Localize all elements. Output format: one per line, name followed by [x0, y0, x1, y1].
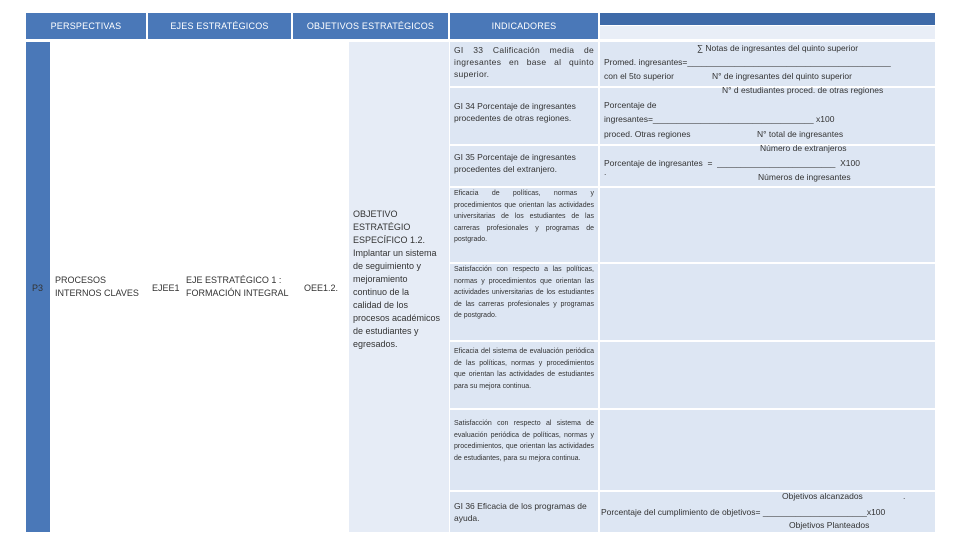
objective-line: ESPECÍFICO 1.2.	[353, 235, 426, 245]
objective-line: calidad de los	[353, 300, 409, 310]
perspective-code: P3	[32, 283, 44, 293]
perspective-name-line1: PROCESOS	[55, 275, 107, 285]
formula-2-label-b: proced. Otras regiones	[604, 129, 691, 139]
formula-cell-6	[600, 342, 935, 408]
formula-4-numerator: Objetivos alcanzados	[782, 491, 863, 501]
formula-2-label-a: Porcentaje de	[604, 100, 657, 110]
objective-line: de seguimiento y	[353, 261, 422, 271]
header-axes: EJES ESTRATÉGICOS	[148, 13, 291, 39]
header-objectives: OBJETIVOS ESTRATÉGICOS	[293, 13, 448, 39]
formula-1-denominator: N° de ingresantes del quinto superior	[712, 71, 852, 81]
formula-3-fraction: Porcentaje de ingresantes = _________________________ X100	[604, 158, 860, 168]
indicator-cell-8: GI 36 Eficacia de los programas de ayuda.	[450, 492, 598, 532]
objective-line: ESTRATÉGIO	[353, 222, 411, 232]
formula-3-numerator: Número de extranjeros	[760, 143, 847, 153]
formula-4-fraction: Porcentaje del cumplimiento de objetivos= ______________________x100	[601, 507, 886, 517]
header-formula	[600, 13, 935, 25]
indicator-cell-5: Satisfacción con respecto a las políticas, normas y procedimientos que orientan las actividades universitarias de los estudiantes de las carreras profesionales y programas de postgrado.	[450, 264, 598, 340]
formula-2-numerator: N° d estudiantes proced. de otras regiones	[722, 85, 884, 95]
objective-line: procesos académicos	[353, 313, 441, 323]
formula-2-denominator: N° total de ingresantes	[757, 129, 844, 139]
formula-4-dot: .	[903, 491, 906, 501]
formula-3-dot: .	[604, 167, 607, 177]
formula-cell-7	[600, 410, 935, 490]
axis-name-line1: EJE ESTRATÉGICO 1 :	[186, 275, 282, 285]
axis-name	[186, 274, 290, 300]
perspective-name-line2: INTERNOS CLAVES	[55, 288, 139, 298]
formula-cell-5	[600, 264, 935, 340]
header-formula-sub	[600, 26, 935, 39]
indicator-cell-6: Eficacia del sistema de evaluación periódica de las políticas, normas y procedimientos que orientan las actividades de estudiantes para su mejora continua.	[450, 342, 598, 408]
formula-cell-4	[600, 188, 935, 262]
objective-line: OBJETIVO	[353, 209, 398, 219]
indicator-cell-4: Eficacia de políticas, normas y procedimientos que orientan las actividades universitarias de los estudiantes de las carreras profesionales y programas de postgrado.	[450, 188, 598, 262]
header-indicators: INDICADORES	[450, 13, 598, 39]
perspective-name	[55, 274, 147, 300]
objective-line: continuo de la	[353, 287, 410, 297]
objective-code: OEE1.2.	[304, 283, 339, 293]
indicator-cell-2: GI 34 Porcentaje de ingresantes procedentes de otras regiones.	[450, 88, 598, 144]
objective-line: Implantar un sistema	[353, 248, 437, 258]
axis-name-line2: FORMACIÓN INTEGRAL	[186, 288, 289, 298]
formula-1-label: con el 5to superior	[604, 71, 674, 81]
indicator-cell-7: Satisfacción con respecto al sistema de evaluación periódica de políticas, normas y procedimientos, que orientan las actividades de estudiantes, para su mejora continua.	[450, 410, 598, 490]
indicator-cell-3: GI 35 Porcentaje de ingresantes procedentes del extranjero.	[450, 146, 598, 186]
objective-line: de estudiantes y	[353, 326, 419, 336]
objective-line: mejoramiento	[353, 274, 408, 284]
objective-line: egresados.	[353, 339, 398, 349]
indicator-cell-1: GI 33 Calificación media de ingresantes en base al quinto superior.	[450, 42, 598, 86]
axis-code: EJEE1	[152, 283, 180, 293]
header-perspectives: PERSPECTIVAS	[26, 13, 146, 39]
formula-4-denominator: Objetivos Planteados	[789, 520, 870, 530]
objective-text	[353, 208, 448, 351]
formula-3-denominator: Números de ingresantes	[758, 172, 851, 182]
formula-1-fraction: Promed. ingresantes=___________________________________________	[604, 57, 891, 67]
formula-1-numerator: ∑ Notas de ingresantes del quinto superior	[697, 43, 859, 53]
formula-2-fraction: ingresantes=__________________________________ x100	[604, 114, 835, 124]
